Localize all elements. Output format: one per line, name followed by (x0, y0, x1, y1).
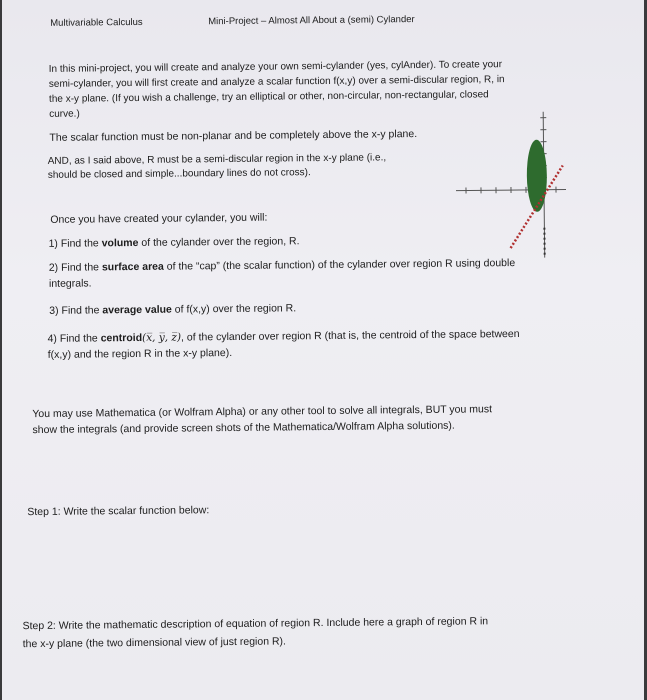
centroid-notation: (x̅, y̅, z̅) (142, 331, 182, 344)
tools-note-line-1: You may use Mathematica (or Wolfram Alpha) or any other tool to solve all integrals, BUT you must (32, 403, 493, 421)
task-4: 4) Find the centroid(x̅, y̅, z̅), of the cylander over region R (that is, the centroid of the space between (47, 327, 520, 345)
tasks-intro: Once you have created your cylander, you will: (50, 211, 268, 226)
requirement-nonplanar: The scalar function must be non-planar and be completely above the x-y plane. (49, 128, 418, 144)
intro-line-3: the x-y plane. (If you wish a challenge, try an elliptical or other, non-circular, non-rectangular, closed (48, 89, 489, 105)
task-2-line-2: integrals. (48, 277, 92, 290)
green-surface (526, 140, 547, 212)
requirement-region-line-1: AND, as I said above, R must be a semi-discular region in the x-y plane (i.e., (47, 152, 387, 167)
task-4-line-2: f(x,y) and the region R in the x-y plane). (47, 346, 233, 361)
intro-line-4: curve.) (49, 108, 80, 120)
intro-line-1: In this mini-project, you will create and analyze your own semi-cylander (yes, cylAnder). To create your (48, 59, 503, 75)
task-2: 2) Find the surface area of the “cap” (the scalar function) of the cylander over region R using double (48, 257, 516, 274)
task-1: 1) Find the volume of the cylander over the region, R. (48, 235, 300, 250)
cylander-figure (455, 107, 567, 258)
requirement-region-line-2: should be closed and simple...boundary lines do not cross). (47, 167, 311, 181)
project-title: Mini-Project – Almost All About a (semi) Cylander (208, 14, 415, 28)
task-3: 3) Find the average value of f(x,y) over the region R. (49, 302, 297, 317)
step-2-line-1: Step 2: Write the mathematic description of equation of region R. Include here a graph of region R in (22, 615, 489, 633)
tools-note-line-2: show the integrals (and provide screen shots of the Mathematica/Wolfram Alpha solutions). (32, 419, 455, 437)
document-page (2, 0, 644, 700)
intro-line-2: semi-cylander, you will first create and analyze a scalar function f(x,y) over a semi-discular region, R, in (48, 74, 505, 90)
step-1: Step 1: Write the scalar function below: (27, 504, 210, 519)
course-name: Multivariable Calculus (50, 16, 143, 29)
step-2-line-2: the x-y plane (the two dimensional view of just region R). (22, 635, 286, 651)
